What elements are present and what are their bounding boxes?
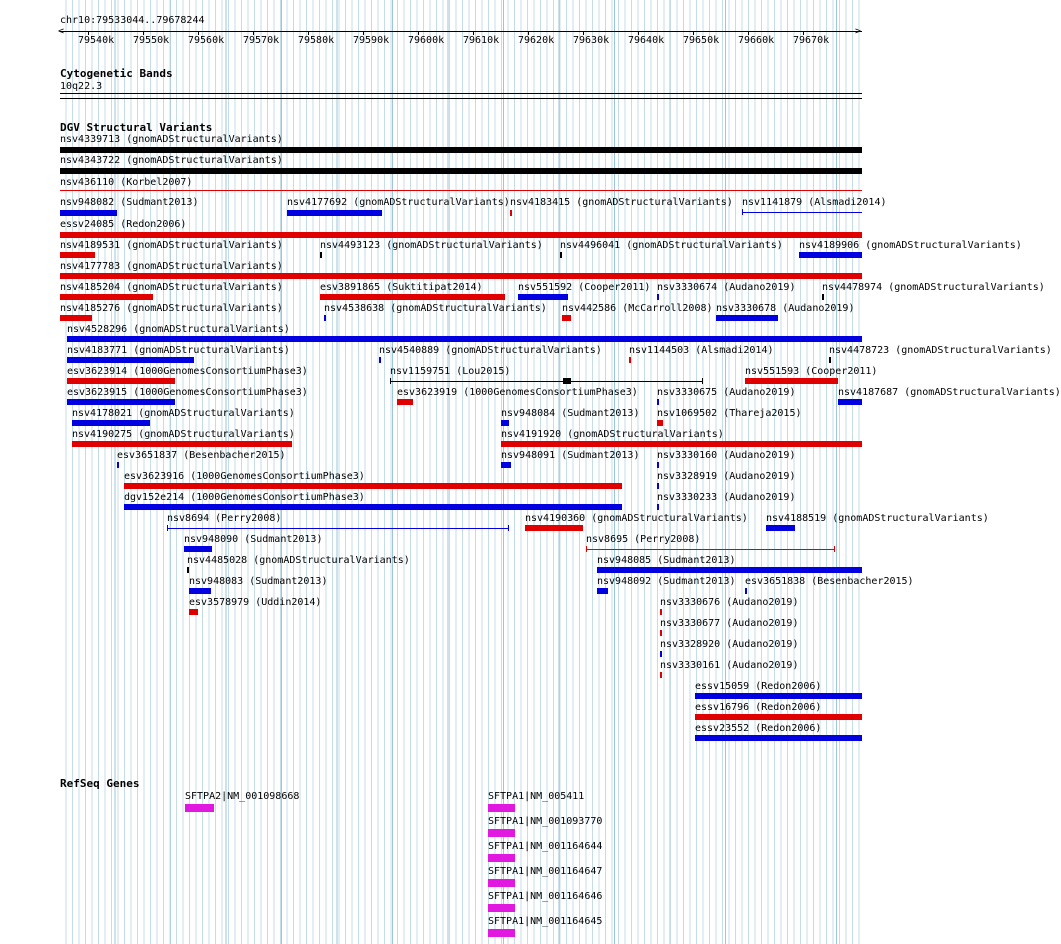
variant-bar[interactable] <box>60 168 862 174</box>
variant-bar[interactable] <box>189 609 198 615</box>
gene-model[interactable] <box>185 804 214 812</box>
variant-label[interactable]: nsv3330676 (Audano2019) <box>660 597 799 608</box>
variant-label[interactable]: nsv4478974 (gnomADStructuralVariants) <box>822 282 1045 293</box>
variant-label[interactable]: essv15059 (Redon2006) <box>695 681 822 692</box>
variant-label[interactable]: nsv4538638 (gnomADStructuralVariants) <box>324 303 547 314</box>
variant-label[interactable]: nsv8695 (Perry2008) <box>586 534 701 545</box>
variant-label[interactable]: nsv4478723 (gnomADStructuralVariants) <box>829 345 1052 356</box>
variant-label[interactable]: esv3623914 (1000GenomesConsortiumPhase3) <box>67 366 308 377</box>
variant-label[interactable]: nsv948085 (Sudmant2013) <box>597 555 736 566</box>
ruler-label: 79600k <box>408 35 445 46</box>
variant-bar[interactable] <box>660 651 662 657</box>
variant-label[interactable]: nsv551593 (Cooper2011) <box>745 366 878 377</box>
variant-label[interactable]: nsv948082 (Sudmant2013) <box>60 197 199 208</box>
variant-bar[interactable] <box>799 252 862 258</box>
variant-line[interactable] <box>586 549 835 550</box>
variant-label[interactable]: nsv4493123 (gnomADStructuralVariants) <box>320 240 543 251</box>
variant-label[interactable]: esv3578979 (Uddin2014) <box>189 597 322 608</box>
variant-line[interactable] <box>390 381 703 382</box>
variant-bar[interactable] <box>560 252 562 258</box>
variant-bar[interactable] <box>657 294 659 300</box>
variant-label[interactable]: nsv3330677 (Audano2019) <box>660 618 799 629</box>
variant-label[interactable]: nsv4185204 (gnomADStructuralVariants) <box>60 282 283 293</box>
variant-bar[interactable] <box>657 462 659 468</box>
ruler-line <box>60 31 862 32</box>
variant-bar[interactable] <box>597 567 862 573</box>
variant-bar[interactable] <box>124 483 622 489</box>
region-label: chr10:79533044..79678244 <box>60 15 205 26</box>
variant-label[interactable]: essv16796 (Redon2006) <box>695 702 822 713</box>
variant-label[interactable]: nsv4185276 (gnomADStructuralVariants) <box>60 303 283 314</box>
variant-label[interactable]: nsv1069502 (Thareja2015) <box>657 408 802 419</box>
variant-bar[interactable] <box>695 735 862 741</box>
gene-model[interactable] <box>488 879 515 887</box>
ruler-label: 79540k <box>78 35 115 46</box>
variant-bar[interactable] <box>60 315 92 321</box>
variant-bar[interactable] <box>745 588 747 594</box>
variant-bar[interactable] <box>660 672 662 678</box>
ruler-label: 79630k <box>573 35 610 46</box>
cytoband-section-title: Cytogenetic Bands <box>60 67 173 80</box>
variant-label[interactable]: nsv4190275 (gnomADStructuralVariants) <box>72 429 295 440</box>
variant-label[interactable]: nsv4485028 (gnomADStructuralVariants) <box>187 555 410 566</box>
dgv-section-title: DGV Structural Variants <box>60 121 213 134</box>
gene-model[interactable] <box>488 854 515 862</box>
variant-label[interactable]: nsv3330161 (Audano2019) <box>660 660 799 671</box>
ruler-right-arrow: > <box>855 26 862 37</box>
variant-label[interactable]: nsv3330160 (Audano2019) <box>657 450 796 461</box>
variant-label[interactable]: nsv4191920 (gnomADStructuralVariants) <box>501 429 724 440</box>
variant-label[interactable]: nsv4183415 (gnomADStructuralVariants) <box>510 197 733 208</box>
variant-tick <box>702 378 703 384</box>
variant-bar[interactable] <box>597 588 608 594</box>
ruler-label: 79640k <box>628 35 665 46</box>
variant-bar[interactable] <box>822 294 824 300</box>
gene-model[interactable] <box>488 804 515 812</box>
variant-label[interactable]: nsv3328919 (Audano2019) <box>657 471 796 482</box>
gene-label[interactable]: SFTPA1|NM_005411 <box>488 791 585 802</box>
variant-bar[interactable] <box>501 441 862 447</box>
ruler-label: 79550k <box>133 35 170 46</box>
ruler-label: 79620k <box>518 35 555 46</box>
ruler-label: 79590k <box>353 35 390 46</box>
gene-label[interactable]: SFTPA1|NM_001164646 <box>488 891 603 902</box>
variant-label[interactable]: nsv3330674 (Audano2019) <box>657 282 796 293</box>
ruler-label: 79660k <box>738 35 775 46</box>
variant-bar[interactable] <box>287 210 382 216</box>
ruler-label: 79650k <box>683 35 720 46</box>
variant-label[interactable]: dgv152e214 (1000GenomesConsortiumPhase3) <box>124 492 365 503</box>
variant-bar[interactable] <box>829 357 831 363</box>
variant-bar[interactable] <box>657 483 659 489</box>
variant-label[interactable]: nsv436110 (Korbel2007) <box>60 177 193 188</box>
variant-bar[interactable] <box>745 378 838 384</box>
variant-bar[interactable] <box>660 609 662 615</box>
variant-label[interactable]: nsv4177692 (gnomADStructuralVariants) <box>287 197 510 208</box>
variant-bar[interactable] <box>117 462 119 468</box>
variant-bar[interactable] <box>187 567 189 573</box>
variant-bar[interactable] <box>716 315 778 321</box>
variant-bar[interactable] <box>67 336 862 342</box>
variant-bar[interactable] <box>60 294 153 300</box>
variant-label[interactable]: esv3623915 (1000GenomesConsortiumPhase3) <box>67 387 308 398</box>
variant-label[interactable]: nsv8694 (Perry2008) <box>167 513 282 524</box>
variant-label[interactable]: nsv4188519 (gnomADStructuralVariants) <box>766 513 989 524</box>
variant-bar[interactable] <box>838 399 862 405</box>
variant-label[interactable]: nsv4178021 (gnomADStructuralVariants) <box>72 408 295 419</box>
variant-bar[interactable] <box>320 252 322 258</box>
variant-label[interactable]: nsv948092 (Sudmant2013) <box>597 576 736 587</box>
variant-label[interactable]: nsv4528296 (gnomADStructuralVariants) <box>67 324 290 335</box>
variant-label[interactable]: nsv4496041 (gnomADStructuralVariants) <box>560 240 783 251</box>
variant-label[interactable]: nsv948090 (Sudmant2013) <box>184 534 323 545</box>
variant-label[interactable]: nsv4177783 (gnomADStructuralVariants) <box>60 261 283 272</box>
variant-bar[interactable] <box>510 210 512 216</box>
variant-label[interactable]: esv3651838 (Besenbacher2015) <box>745 576 914 587</box>
variant-label[interactable]: nsv3330678 (Audano2019) <box>716 303 855 314</box>
variant-tick <box>834 546 835 552</box>
variant-label[interactable]: nsv4343722 (gnomADStructuralVariants) <box>60 155 283 166</box>
variant-label[interactable]: nsv948084 (Sudmant2013) <box>501 408 640 419</box>
variant-label[interactable]: nsv1159751 (Lou2015) <box>390 366 511 377</box>
variant-label[interactable]: nsv948083 (Sudmant2013) <box>189 576 328 587</box>
variant-bar[interactable] <box>67 378 175 384</box>
variant-bar[interactable] <box>324 315 326 321</box>
variant-label[interactable]: nsv3330675 (Audano2019) <box>657 387 796 398</box>
ruler-label: 79670k <box>793 35 830 46</box>
variant-label[interactable]: nsv4339713 (gnomADStructuralVariants) <box>60 134 283 145</box>
variant-label[interactable]: nsv4183771 (gnomADStructuralVariants) <box>67 345 290 356</box>
cytoband-line <box>60 93 862 94</box>
gene-model[interactable] <box>488 929 515 937</box>
variant-bar[interactable] <box>518 294 568 300</box>
variant-label[interactable]: esv3623916 (1000GenomesConsortiumPhase3) <box>124 471 365 482</box>
variant-bar[interactable] <box>124 504 622 510</box>
variant-label[interactable]: nsv1144503 (Alsmadi2014) <box>629 345 774 356</box>
gene-label[interactable]: SFTPA1|NM_001164647 <box>488 866 603 877</box>
variant-bar[interactable] <box>72 441 292 447</box>
variant-bar[interactable] <box>563 378 571 384</box>
variant-line[interactable] <box>60 190 862 191</box>
variant-bar[interactable] <box>657 504 659 510</box>
variant-bar[interactable] <box>189 588 211 594</box>
variant-label[interactable]: esv3623919 (1000GenomesConsortiumPhase3) <box>397 387 638 398</box>
variant-bar[interactable] <box>501 420 509 426</box>
variant-label[interactable]: nsv3330233 (Audano2019) <box>657 492 796 503</box>
variant-bar[interactable] <box>60 252 95 258</box>
variant-label[interactable]: nsv4187687 (gnomADStructuralVariants) <box>838 387 1061 398</box>
variant-bar[interactable] <box>660 630 662 636</box>
variant-label[interactable]: nsv3328920 (Audano2019) <box>660 639 799 650</box>
variant-label[interactable]: nsv4189906 (gnomADStructuralVariants) <box>799 240 1022 251</box>
variant-label[interactable]: nsv1141879 (Alsmadi2014) <box>742 197 887 208</box>
variant-bar[interactable] <box>695 693 862 699</box>
variant-bar[interactable] <box>379 357 381 363</box>
variant-bar[interactable] <box>67 399 175 405</box>
variant-bar[interactable] <box>60 147 862 153</box>
variant-bar[interactable] <box>629 357 631 363</box>
gene-label[interactable]: SFTPA2|NM_001098668 <box>185 791 300 802</box>
variant-bar[interactable] <box>397 399 413 405</box>
variant-tick <box>167 525 168 531</box>
variant-label[interactable]: nsv551592 (Cooper2011) <box>518 282 651 293</box>
variant-tick <box>742 209 743 215</box>
variant-bar[interactable] <box>657 420 663 426</box>
variant-bar[interactable] <box>501 462 511 468</box>
variant-tick <box>390 378 391 384</box>
variant-bar[interactable] <box>72 420 150 426</box>
variant-bar[interactable] <box>60 232 862 238</box>
variant-bar[interactable] <box>562 315 571 321</box>
variant-tick <box>586 546 587 552</box>
variant-label[interactable]: essv23552 (Redon2006) <box>695 723 822 734</box>
cytoband-line <box>60 98 862 99</box>
variant-line[interactable] <box>742 212 862 213</box>
refseq-section-title: RefSeq Genes <box>60 777 140 790</box>
variant-bar[interactable] <box>60 210 117 216</box>
gene-label[interactable]: SFTPA1|NM_001093770 <box>488 816 603 827</box>
ruler-label: 79570k <box>243 35 280 46</box>
ruler-label: 79580k <box>298 35 335 46</box>
variant-line[interactable] <box>167 528 509 529</box>
variant-bar[interactable] <box>695 714 862 720</box>
gene-label[interactable]: SFTPA1|NM_001164644 <box>488 841 603 852</box>
variant-tick <box>508 525 509 531</box>
variant-label[interactable]: nsv4540889 (gnomADStructuralVariants) <box>379 345 602 356</box>
variant-bar[interactable] <box>766 525 795 531</box>
variant-bar[interactable] <box>320 294 505 300</box>
ruler-left-arrow: < <box>58 26 65 37</box>
variant-bar[interactable] <box>657 399 659 405</box>
variant-label[interactable]: nsv442586 (McCarroll2008) <box>562 303 713 314</box>
variant-bar[interactable] <box>67 357 194 363</box>
variant-label[interactable]: essv24085 (Redon2006) <box>60 219 187 230</box>
ruler-label: 79610k <box>463 35 500 46</box>
variant-bar[interactable] <box>60 273 862 279</box>
gene-model[interactable] <box>488 829 515 837</box>
variant-label[interactable]: nsv4189531 (gnomADStructuralVariants) <box>60 240 283 251</box>
gene-model[interactable] <box>488 904 515 912</box>
variant-label[interactable]: esv3891865 (Suktitipat2014) <box>320 282 483 293</box>
cytoband-label: 10q22.3 <box>60 81 103 92</box>
variant-label[interactable]: nsv4190360 (gnomADStructuralVariants) <box>525 513 748 524</box>
variant-label[interactable]: esv3651837 (Besenbacher2015) <box>117 450 286 461</box>
variant-label[interactable]: nsv948091 (Sudmant2013) <box>501 450 640 461</box>
variant-bar[interactable] <box>525 525 583 531</box>
ruler-label: 79560k <box>188 35 225 46</box>
variant-bar[interactable] <box>184 546 212 552</box>
gene-label[interactable]: SFTPA1|NM_001164645 <box>488 916 603 927</box>
